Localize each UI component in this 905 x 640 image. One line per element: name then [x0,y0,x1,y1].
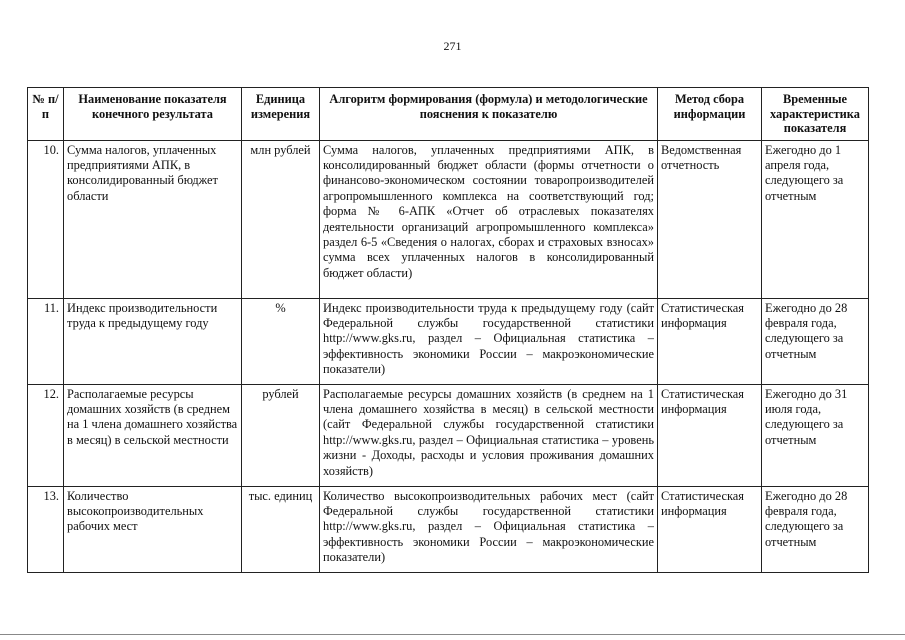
table-row [28,298,869,384]
row-algorithm: Располагаемые ресурсы домашних хозяйств (в среднем на 1 члена домашнего хозяйства в месяц) в сельской местности (сайт Федеральной службы государственной статистики http://www.gks.ru, раздел – Официальная статистика – уровень жизни - Доходы, расходы и условия проживания домашних хозяйств) [320,384,658,486]
row-name: Индекс производительности труда к предыдущему году [64,298,242,384]
row-unit: % [242,298,320,384]
table-row [28,140,869,298]
row-method: Статистическая информация [658,486,762,572]
indicators-table [27,87,869,573]
row-timing: Ежегодно до 28 февраля года, следующего за отчетным [762,486,869,572]
row-unit: млн рублей [242,140,320,298]
row-algorithm: Индекс производительности труда к предыдущему году (сайт Федеральной службы государственной статистики http://www.gks.ru, раздел – Официальная статистика – эффективность экономики России – макроэкономические показатели) [320,298,658,384]
header-name: Наименование показателя конечного результата [64,88,242,141]
row-method: Статистическая информация [658,384,762,486]
row-num: 13. [28,486,64,572]
row-timing: Ежегодно до 1 апреля года, следующего за отчетным [762,140,869,298]
table-row [28,486,869,572]
header-timing: Временные характеристика показателя [762,88,869,141]
row-unit: тыс. единиц [242,486,320,572]
header-unit: Единица измерения [242,88,320,141]
row-algorithm: Количество высокопроизводительных рабочих мест (сайт Федеральной службы государственной статистики http://www.gks.ru, раздел – Официальная статистика – эффективность экономики России – макроэкономические показатели) [320,486,658,572]
header-algorithm: Алгоритм формирования (формула) и методологические пояснения к показателю [320,88,658,141]
header-num: № п/п [28,88,64,141]
row-num: 10. [28,140,64,298]
row-name: Располагаемые ресурсы домашних хозяйств (в среднем на 1 члена домашнего хозяйства в месяц) в сельской местности [64,384,242,486]
row-method: Статистическая информация [658,298,762,384]
page-number: 271 [443,39,462,53]
row-name: Количество высокопроизводительных рабочих мест [64,486,242,572]
header-method: Метод сбора информации [658,88,762,141]
row-name: Сумма налогов, уплаченных предприятиями АПК, в консолидированный бюджет области [64,140,242,298]
row-timing: Ежегодно до 31 июля года, следующего за отчетным [762,384,869,486]
row-method: Ведомственная отчетность [658,140,762,298]
row-timing: Ежегодно до 28 февраля года, следующего за отчетным [762,298,869,384]
row-algorithm: Сумма налогов, уплаченных предприятиями АПК, в консолидированный бюджет области (формы отчетности о финансово-экономическом состоянии товаропроизводителей агропромышленного комплекса на соответствующий год; форма № 6-АПК «Отчет об отраслевых показателях деятельности организаций агропромышленного комплекса» раздел 6-5 «Сведения о налогах, сборах и страховых взносах» сумма всех уплаченных налогов в консолидированный бюджет области) [320,140,658,298]
row-num: 11. [28,298,64,384]
table-header-row [28,88,869,141]
row-num: 12. [28,384,64,486]
table-row [28,384,869,486]
row-unit: рублей [242,384,320,486]
scan-edge-line [0,634,905,635]
